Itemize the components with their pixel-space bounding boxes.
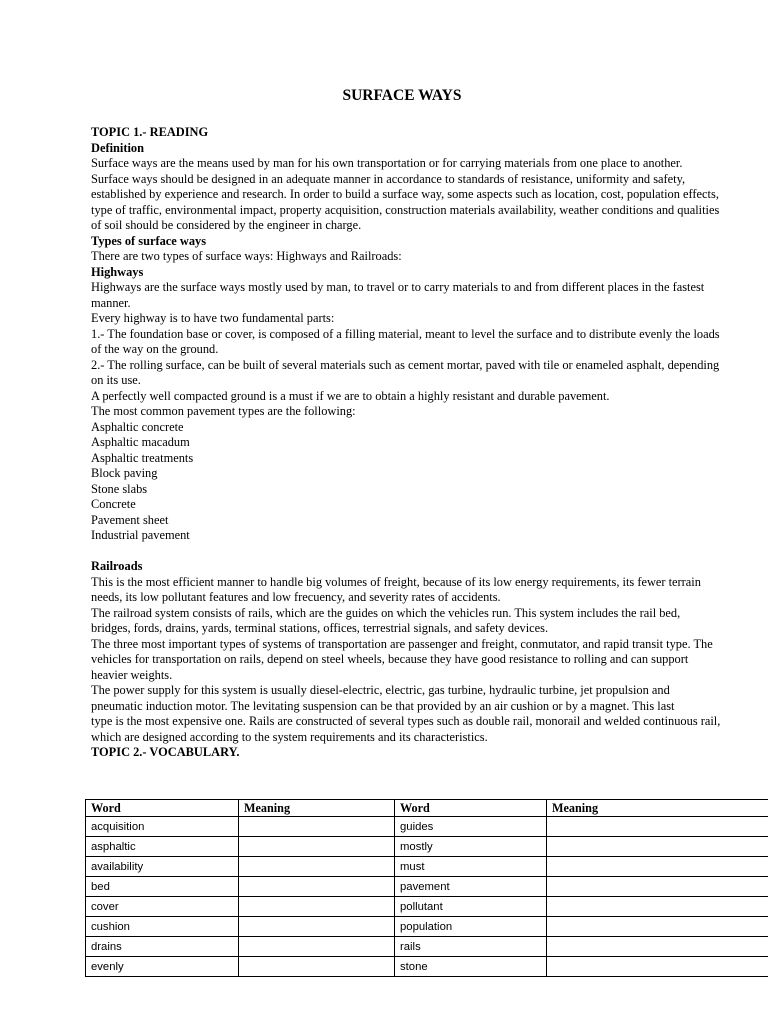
meaning-cell (239, 937, 395, 957)
meaning-cell (547, 857, 768, 877)
pavement-type: Concrete (91, 497, 136, 511)
highways-paragraph: Highways are the surface ways mostly used by man, to travel or to carry materials to and from different places in the fastest manner. (91, 280, 705, 310)
meaning-cell (547, 917, 768, 937)
parts-intro: Every highway is to have two fundamental parts: (91, 311, 335, 325)
meaning-cell (547, 837, 768, 857)
table-row (86, 837, 768, 857)
railroads-paragraph-5: type is the most expensive one. Rails are constructed of several types such as double rail, monorail and welded continuous rail, which are designed according to the system requirements and its characteristics. (91, 714, 721, 744)
word-cell: population (395, 917, 547, 937)
word-cell: evenly (86, 957, 239, 977)
pavement-type: Asphaltic macadum (91, 435, 190, 449)
railroads-heading: Railroads (91, 559, 143, 573)
word-cell: rails (395, 937, 547, 957)
column-header: Word (86, 800, 239, 817)
pavement-type: Block paving (91, 466, 158, 480)
column-header: Meaning (547, 800, 768, 817)
meaning-cell (239, 857, 395, 877)
word-cell: cushion (86, 917, 239, 937)
paragraph-gap (91, 544, 721, 560)
railroads-paragraph-1: This is the most efficient manner to handle big volumes of freight, because of its low energy requirements, its fewer terrain needs, its low pollutant features and low frecuency, and severity rates of accidents. (91, 574, 701, 604)
railroads-paragraph-3: The three most important types of systems of transportation are passenger and freight, conmutator, and rapid transit type. The vehicles for transportation on rails, depend on steel wheels, because they have good resistance to rolling and can support heavier weights. (91, 636, 713, 682)
railroads-paragraph-2: The railroad system consists of rails, which are the guides on which the vehicles run. This system includes the rail bed, bridges, fords, drains, yards, terminal stations, offices, terrestrial signals, and safety devices. (91, 605, 681, 635)
topic2-heading: TOPIC 2.- VOCABULARY. (91, 745, 240, 759)
word-cell: cover (86, 897, 239, 917)
pavement-type: Asphaltic treatments (91, 450, 194, 465)
meaning-cell (239, 917, 395, 937)
highways-heading: Highways (91, 264, 144, 279)
pavement-type: Stone slabs (91, 481, 148, 496)
meaning-cell (239, 957, 395, 977)
pavement-type: Asphaltic concrete (91, 419, 184, 434)
word-cell: acquisition (86, 817, 239, 837)
word-cell: bed (86, 877, 239, 897)
table-row (86, 857, 768, 877)
meaning-cell (239, 897, 395, 917)
pavement-type: Pavement sheet (91, 512, 169, 527)
column-header: Meaning (239, 800, 395, 817)
table-row (86, 957, 768, 977)
reading-section (91, 125, 721, 761)
topic1-heading: TOPIC 1.- READING (91, 125, 209, 139)
types-heading: Types of surface ways (91, 233, 207, 248)
meaning-cell (239, 817, 395, 837)
column-header: Word (395, 800, 547, 817)
word-cell: mostly (395, 837, 547, 857)
word-cell: pavement (395, 877, 547, 897)
table-row (86, 917, 768, 937)
meaning-cell (547, 897, 768, 917)
table-row (86, 877, 768, 897)
word-cell: guides (395, 817, 547, 837)
word-cell: stone (395, 957, 547, 977)
word-cell: drains (86, 937, 239, 957)
vocabulary-table (85, 799, 768, 977)
table-row (86, 897, 768, 917)
railroads-paragraph-4: The power supply for this system is usually diesel-electric, electric, gas turbine, hydraulic turbine, jet propulsion and pneumatic induction motor. The levitating suspension can be that provided by an air cushion or by a magnet. This last (91, 683, 675, 713)
pavement-intro: The most common pavement types are the following: (91, 404, 356, 418)
pavement-type: Industrial pavement (91, 528, 190, 542)
meaning-cell (547, 937, 768, 957)
table-row (86, 937, 768, 957)
definition-heading: Definition (91, 140, 145, 155)
meaning-cell (547, 957, 768, 977)
ground-paragraph: A perfectly well compacted ground is a must if we are to obtain a highly resistant and durable pavement. (91, 388, 610, 403)
word-cell: availability (86, 857, 239, 877)
types-paragraph: There are two types of surface ways: Highways and Railroads: (91, 249, 402, 263)
part-1: 1.- The foundation base or cover, is composed of a filling material, meant to level the surface and to distribute evenly the loads of the way on the ground. (91, 326, 720, 356)
design-paragraph: Surface ways should be designed in an adequate manner in accordance to standards of resistance, uniformity and safety, established by experience and research. In order to build a surface way, some aspects such as location, cost, population effects, type of traffic, environmental impact, property acquisition, construction materials availability, weather conditions and qualities of soil should be considered by the engineer in charge. (91, 171, 720, 232)
word-cell: asphaltic (86, 837, 239, 857)
meaning-cell (547, 877, 768, 897)
document-title: SURFACE WAYS (342, 87, 462, 104)
meaning-cell (239, 837, 395, 857)
word-cell: pollutant (395, 897, 547, 917)
definition-paragraph: Surface ways are the means used by man for his own transportation or for carrying materials from one place to another. (91, 156, 683, 170)
meaning-cell (547, 817, 768, 837)
table-header-row (86, 800, 768, 817)
meaning-cell (239, 877, 395, 897)
table-row (86, 817, 768, 837)
word-cell: must (395, 857, 547, 877)
part-2: 2.- The rolling surface, can be built of several materials such as cement mortar, paved with tile or enameled asphalt, depending on its use. (91, 357, 720, 387)
